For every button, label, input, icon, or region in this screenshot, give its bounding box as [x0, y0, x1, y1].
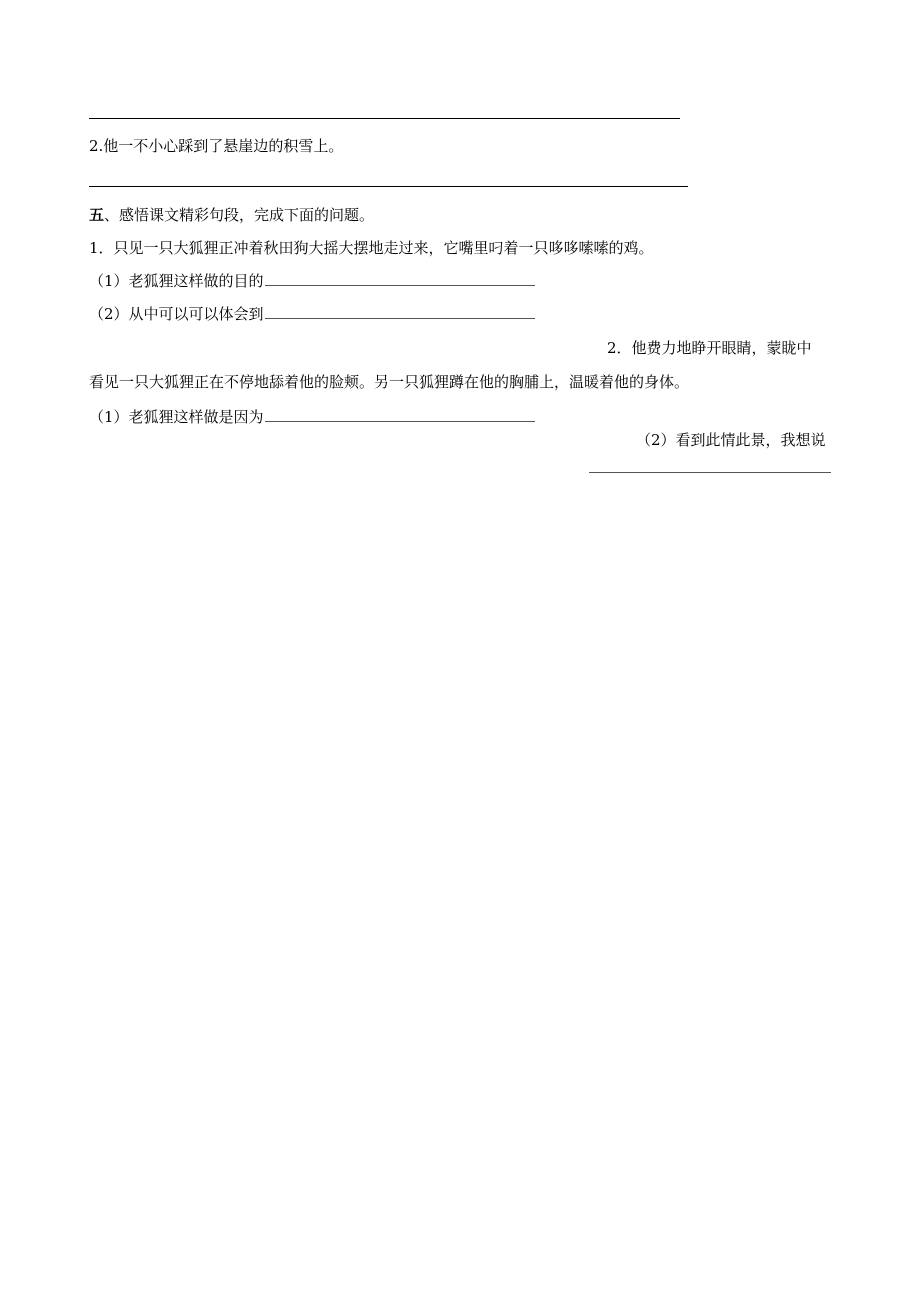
passage-1-question-2 — [89, 304, 535, 324]
section-five-heading — [89, 205, 374, 225]
passage-2-question-1 — [89, 407, 535, 427]
passage-2-text-part1: 2．他费力地睁开眼睛，蒙眬中 — [607, 339, 812, 357]
passage-2-question-1-label: （1）老狐狸这样做是因为 — [89, 408, 264, 426]
passage-1-text: 1．只见一只大狐狸正冲着秋田狗大摇大摆地走过来，它嘴里叼着一只哆哆嗦嗦的鸡。 — [89, 239, 654, 257]
passage-1-question-1 — [89, 271, 535, 291]
passage-1-answer-2-blank[interactable] — [265, 304, 535, 319]
answer-line-2[interactable] — [89, 186, 688, 187]
sentence-2: 2.他一不小心踩到了悬崖边的积雪上。 — [89, 137, 344, 155]
section-five-title: 、感悟课文精彩句段，完成下面的问题。 — [104, 206, 375, 224]
answer-line-1[interactable] — [89, 118, 680, 119]
passage-1-question-1-label: （1）老狐狸这样做的目的 — [89, 272, 264, 290]
section-five-number: 五 — [89, 206, 105, 224]
passage-2-answer-1-blank[interactable] — [265, 407, 535, 422]
passage-1-answer-1-blank[interactable] — [265, 271, 535, 286]
passage-1-question-2-label: （2）从中可以可以体会到 — [89, 305, 264, 323]
passage-2-answer-2-blank[interactable] — [589, 472, 831, 473]
passage-2-text-part2: 看见一只大狐狸正在不停地舔着他的脸颊。另一只狐狸蹲在他的胸脯上，温暖着他的身体。 — [89, 373, 690, 391]
passage-2-question-2: （2）看到此情此景，我想说 — [636, 431, 826, 449]
